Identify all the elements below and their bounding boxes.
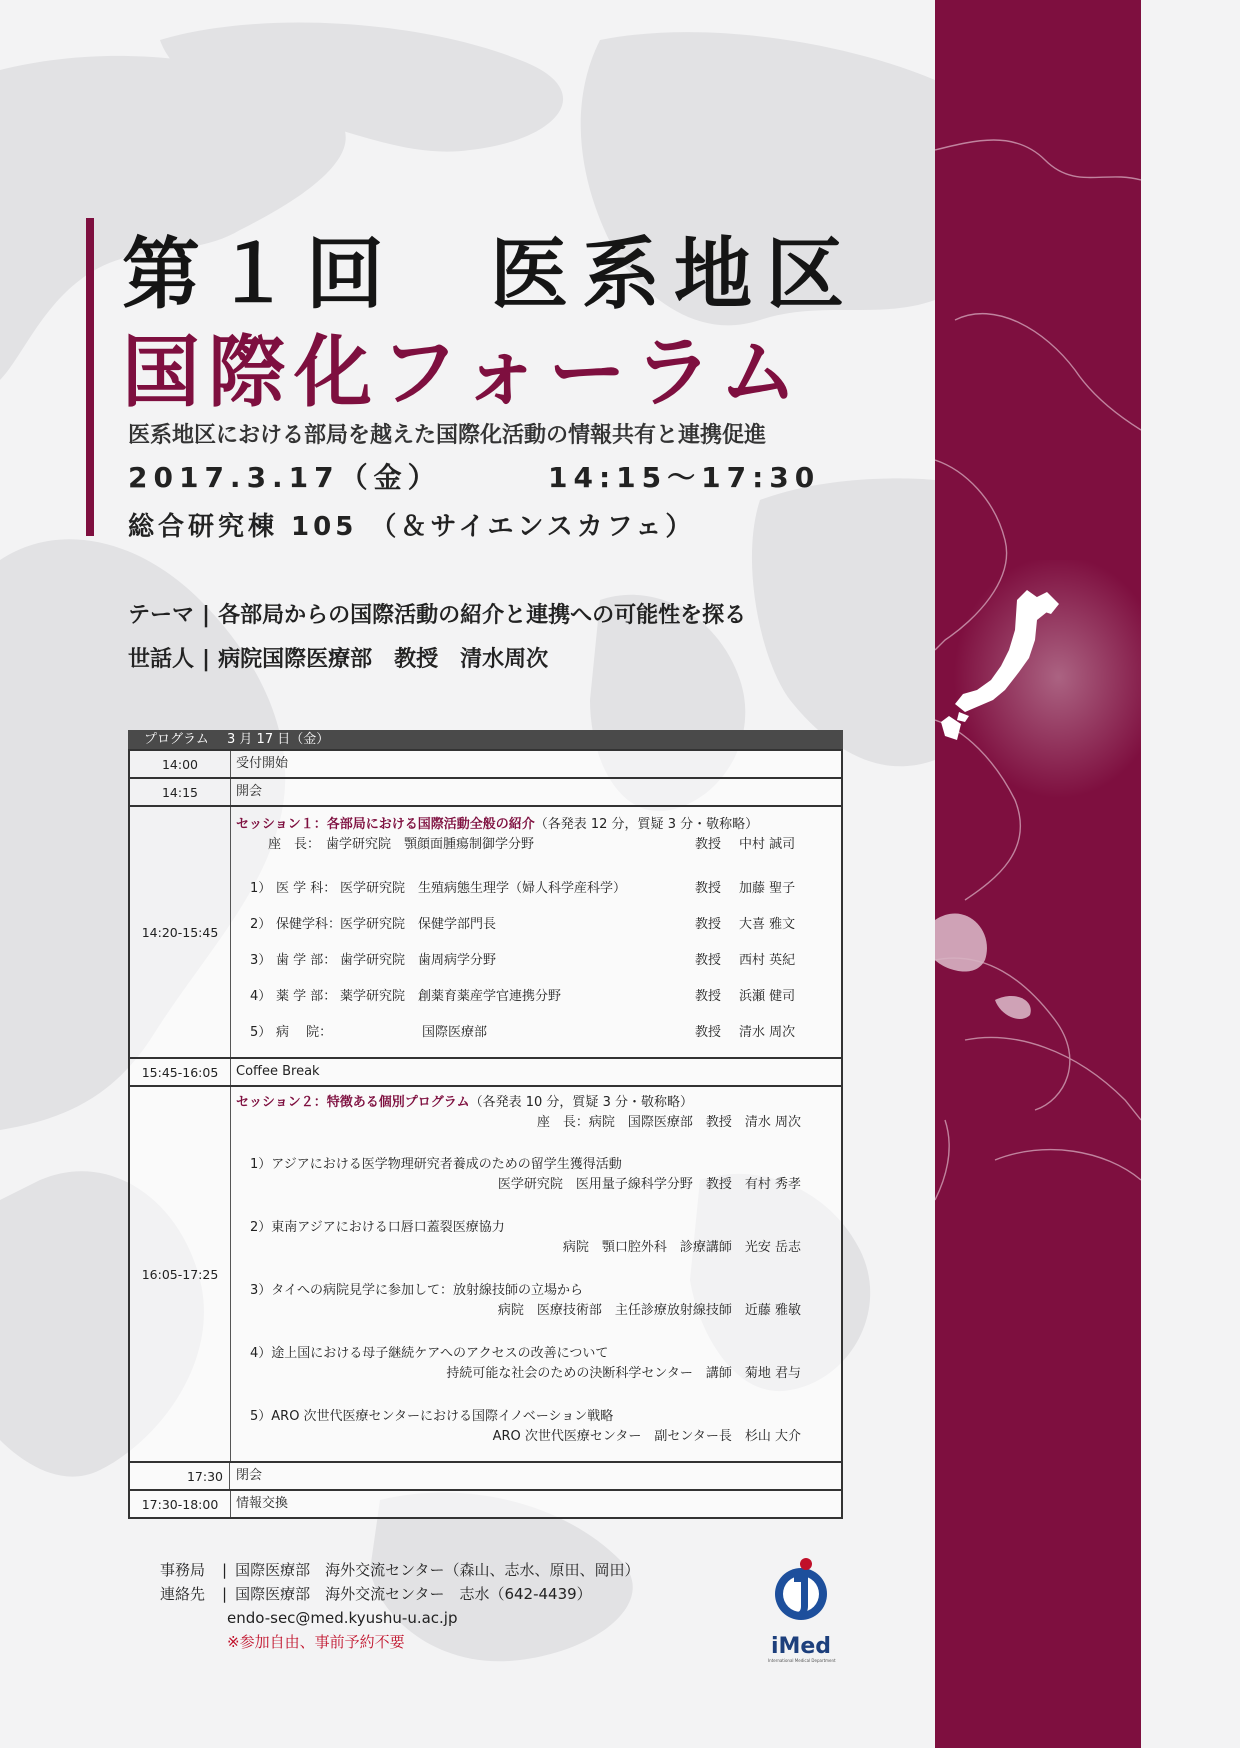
session-2-row xyxy=(128,1087,843,1463)
item-speaker: ARO 次世代医療センター 副センター長 杉山 大介 xyxy=(492,1429,801,1444)
item-speaker: 病院 医療技術部 主任診療放射線技師 近藤 雅敏 xyxy=(497,1303,801,1318)
session-2-chair-text: 座 長：病院 国際医療部 教授 清水 周次 xyxy=(536,1115,801,1130)
session-2-item xyxy=(236,1281,841,1344)
chair-org: 歯学研究院 顎顔面腫瘍制御学分野 xyxy=(326,837,535,852)
item-speaker: 病院 顎口腔外科 診療講師 光安 岳志 xyxy=(562,1240,801,1255)
item-org: 医学研究院 保健学部門長 xyxy=(340,917,497,932)
session-1-item xyxy=(236,871,841,907)
item-number: 1） xyxy=(250,881,272,896)
date-time-line xyxy=(128,456,821,496)
session-1-title: セッション１：各部局における国際活動全般の紹介 xyxy=(236,817,535,832)
row-text: Coffee Break xyxy=(236,1064,320,1079)
chair-role: 座 長： xyxy=(268,837,321,852)
theme-text: 各部局からの国際活動の紹介と連携への可能性を探る xyxy=(218,603,747,628)
item-title: 教授 xyxy=(695,989,722,1004)
item-name: 西村 英紀 xyxy=(739,953,796,968)
host-separator: | xyxy=(202,647,211,672)
session-2-note: （各発表 10 分，質疑 3 分・敬称略） xyxy=(469,1095,693,1110)
session-1-item xyxy=(236,979,841,1015)
office-label: 事務局 xyxy=(160,1561,206,1579)
host-text: 病院国際医療部 教授 清水周次 xyxy=(218,647,549,672)
title-line-1: 第１回 医系地区 xyxy=(122,230,859,320)
row-text: 情報交換 xyxy=(236,1496,289,1511)
row-text: 受付開始 xyxy=(236,756,289,771)
row-text: 閉会 xyxy=(236,1468,263,1483)
row-time: 15:45-16:05 xyxy=(130,1059,231,1085)
session-2-heading xyxy=(236,1093,841,1113)
item-number: 5） xyxy=(250,1025,272,1040)
table-row xyxy=(128,1463,843,1491)
office-separator: | xyxy=(222,1561,228,1579)
session-1-heading xyxy=(236,815,841,835)
theme-line xyxy=(128,598,746,629)
item-title: 2）東南アジアにおける口唇口蓋裂医療協力 xyxy=(250,1220,505,1235)
contact-separator: | xyxy=(222,1585,228,1603)
office-text: 国際医療部 海外交流センター（森山、志水、原田、岡田） xyxy=(235,1561,640,1579)
session-1-row xyxy=(128,807,843,1059)
chair-name: 中村 誠司 xyxy=(739,837,796,852)
session-1-item xyxy=(236,943,841,979)
item-title: 教授 xyxy=(695,881,722,896)
item-number: 2） xyxy=(250,917,272,932)
table-row xyxy=(128,779,843,807)
theme-separator: | xyxy=(202,603,211,628)
row-time: 14:20-15:45 xyxy=(130,807,231,1057)
program-header xyxy=(128,730,843,749)
theme-label: テーマ xyxy=(128,603,195,628)
event-date: 2017.3.17（金） xyxy=(128,461,442,494)
row-text: 開会 xyxy=(236,784,263,799)
item-speaker: 医学研究院 医用量子線科学分野 教授 有村 秀孝 xyxy=(497,1177,801,1192)
row-time: 17:30-18:00 xyxy=(130,1491,231,1517)
item-org: 医学研究院 生殖病態生理学（婦人科学産科学） xyxy=(340,881,627,896)
session-2-item xyxy=(236,1155,841,1218)
program-table xyxy=(128,730,843,1519)
row-time: 14:00 xyxy=(130,751,231,777)
contact-label: 連絡先 xyxy=(160,1585,206,1603)
item-number: 3） xyxy=(250,953,272,968)
chair-title: 教授 xyxy=(695,837,722,852)
table-row xyxy=(128,749,843,779)
session-2-chair xyxy=(236,1113,841,1133)
host-line xyxy=(128,642,548,673)
contact-line xyxy=(160,1582,639,1606)
row-time: 14:15 xyxy=(130,779,231,805)
row-time: 16:05-17:25 xyxy=(130,1087,231,1461)
session-2-item xyxy=(236,1407,841,1457)
program-header-date: 3 月 17 日（金） xyxy=(227,732,330,747)
title-line-2: 国際化フォーラム xyxy=(122,328,806,418)
item-dept: 病 院： xyxy=(276,1025,333,1040)
row-time: 17:30 xyxy=(130,1463,230,1489)
session-1-note: （各発表 12 分，質疑 3 分・敬称略） xyxy=(534,817,759,832)
event-time: 14:15〜17:30 xyxy=(548,461,821,494)
item-title: 教授 xyxy=(695,917,722,932)
item-name: 大喜 雅文 xyxy=(739,917,796,932)
host-label: 世話人 xyxy=(128,647,195,672)
item-name: 清水 周次 xyxy=(739,1025,796,1040)
item-dept: 医 学 科： xyxy=(276,881,337,896)
item-org: 薬学研究院 創薬育薬産学官連携分野 xyxy=(340,989,562,1004)
item-dept: 保健学科： xyxy=(276,917,342,932)
item-title: 教授 xyxy=(695,953,722,968)
item-title: 4）途上国における母子継続ケアへのアクセスの改善について xyxy=(250,1346,609,1361)
imed-logo-text: iMed xyxy=(770,1634,832,1659)
title-accent-bar xyxy=(86,218,94,536)
session-1-item xyxy=(236,1015,841,1051)
program-header-label: プログラム xyxy=(144,732,209,747)
item-number: 4） xyxy=(250,989,272,1004)
item-dept: 歯 学 部： xyxy=(276,953,337,968)
item-title: 教授 xyxy=(695,1025,722,1040)
item-speaker: 持続可能な社会のための決断科学センター 講師 菊地 君与 xyxy=(446,1366,801,1381)
item-title: 3）タイへの病院見学に参加して：放射線技師の立場から xyxy=(250,1283,584,1298)
session-1-item xyxy=(236,907,841,943)
imed-logo-mark xyxy=(768,1554,834,1632)
table-row xyxy=(128,1491,843,1519)
contact-email[interactable]: endo-sec@med.kyushu-u.ac.jp xyxy=(227,1609,458,1627)
item-org: 国際医療部 xyxy=(422,1025,488,1040)
event-subtitle: 医系地区における部局を越えた国際化活動の情報共有と連携促進 xyxy=(128,423,767,448)
item-title: 5）ARO 次世代医療センターにおける国際イノベーション戦略 xyxy=(250,1409,614,1424)
session-1-chair xyxy=(236,835,841,855)
session-2-item xyxy=(236,1344,841,1407)
coffee-break-row xyxy=(128,1059,843,1087)
imed-logo-subtext: International Medical Department xyxy=(768,1658,836,1663)
participation-note: ※参加自由、事前予約不要 xyxy=(227,1633,405,1651)
east-asia-map xyxy=(935,0,1141,1748)
imed-logo xyxy=(768,1554,834,1664)
event-venue: 総合研究棟 105 （＆サイエンスカフェ） xyxy=(128,512,696,542)
item-name: 加藤 聖子 xyxy=(739,881,796,896)
office-line xyxy=(160,1558,639,1582)
item-title: 1）アジアにおける医学物理研究者養成のための留学生獲得活動 xyxy=(250,1157,622,1172)
item-name: 浜瀬 健司 xyxy=(739,989,796,1004)
item-org: 歯学研究院 歯周病学分野 xyxy=(340,953,497,968)
contact-text: 国際医療部 海外交流センター 志水（642-4439） xyxy=(235,1585,592,1603)
contact-footer xyxy=(160,1558,639,1654)
item-dept: 薬 学 部： xyxy=(276,989,337,1004)
session-2-item xyxy=(236,1218,841,1281)
session-2-title: セッション２：特徴ある個別プログラム xyxy=(236,1095,470,1110)
